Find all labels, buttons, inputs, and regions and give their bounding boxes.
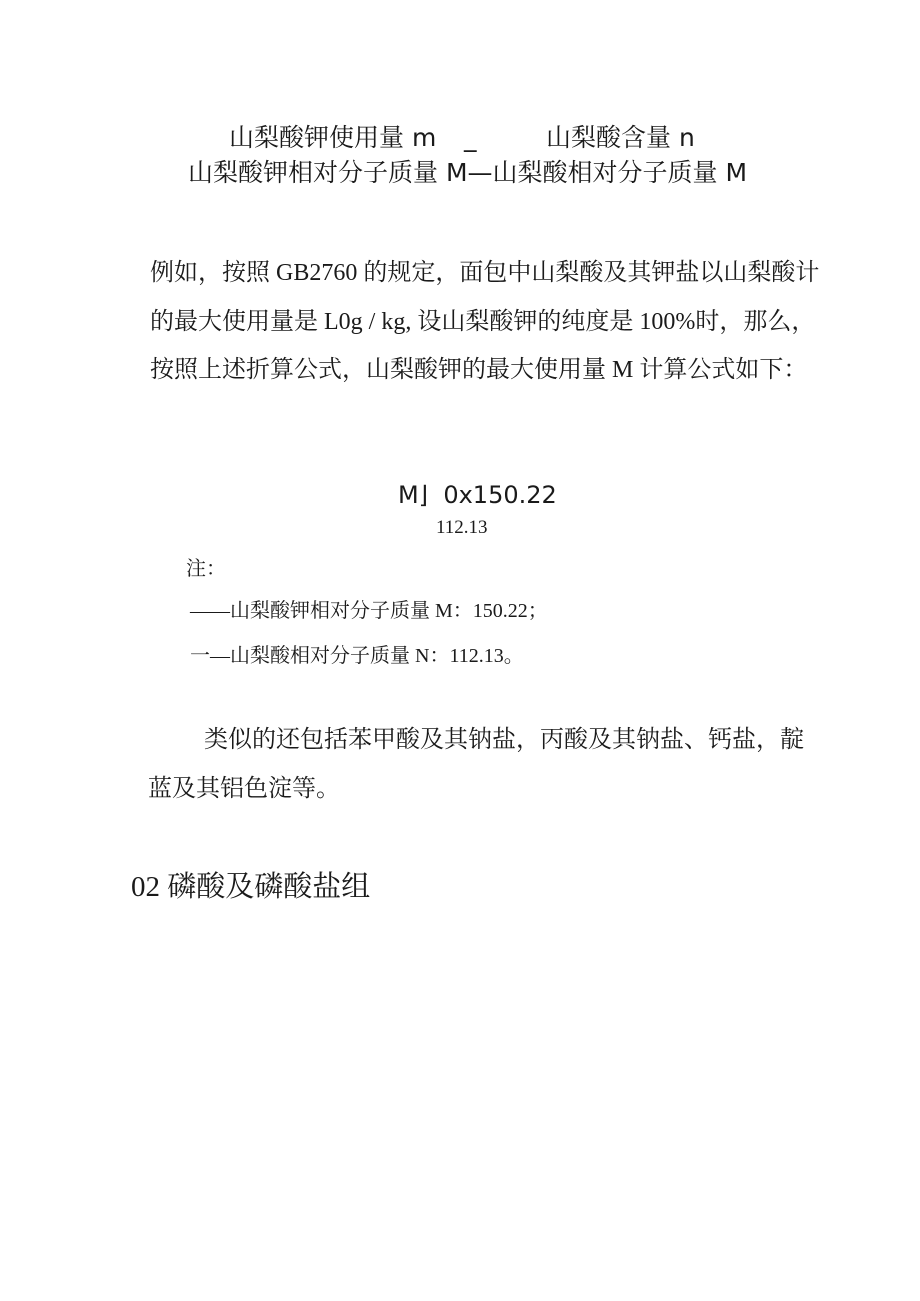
section-heading-phosphates: 02 磷酸及磷酸盐组 (131, 871, 371, 903)
formula-top-numerator-left: 山梨酸钾使用量 m (229, 123, 437, 152)
paragraph-similar-additives-line-1: 类似的还包括苯甲酸及其钠盐，丙酸及其钠盐、钙盐，靛 (204, 727, 804, 753)
formula-top-equals-mark: _ (464, 123, 477, 152)
paragraph-similar-additives-line-2: 蓝及其铝色淀等。 (148, 776, 340, 802)
formula-top-denominator-line: 山梨酸钾相对分子质量 M—山梨酸相对分子质量 M (188, 158, 748, 187)
note-item-molecular-mass-potassium-sorbate: ——山梨酸钾相对分子质量 M：150.22； (190, 600, 548, 622)
paragraph-example-line-3: 按照上述折算公式，山梨酸钾的最大使用量 M 计算公式如下： (150, 357, 808, 383)
formula-example-denominator: 112.13 (436, 517, 488, 538)
paragraph-example-line-2: 的最大使用量是 L0g / kg, 设山梨酸钾的纯度是 100%时，那么， (150, 309, 816, 335)
notes-label: 注： (186, 558, 226, 580)
formula-example-numerator: M⌋ 0x150.22 (398, 481, 557, 509)
paragraph-example-line-1: 例如，按照 GB2760 的规定，面包中山梨酸及其钾盐以山梨酸计 (150, 260, 820, 286)
note-item-molecular-mass-sorbic-acid: 一—山梨酸相对分子质量 N：112.13。 (190, 645, 524, 667)
formula-top-numerator-right: 山梨酸含量 n (546, 123, 695, 152)
